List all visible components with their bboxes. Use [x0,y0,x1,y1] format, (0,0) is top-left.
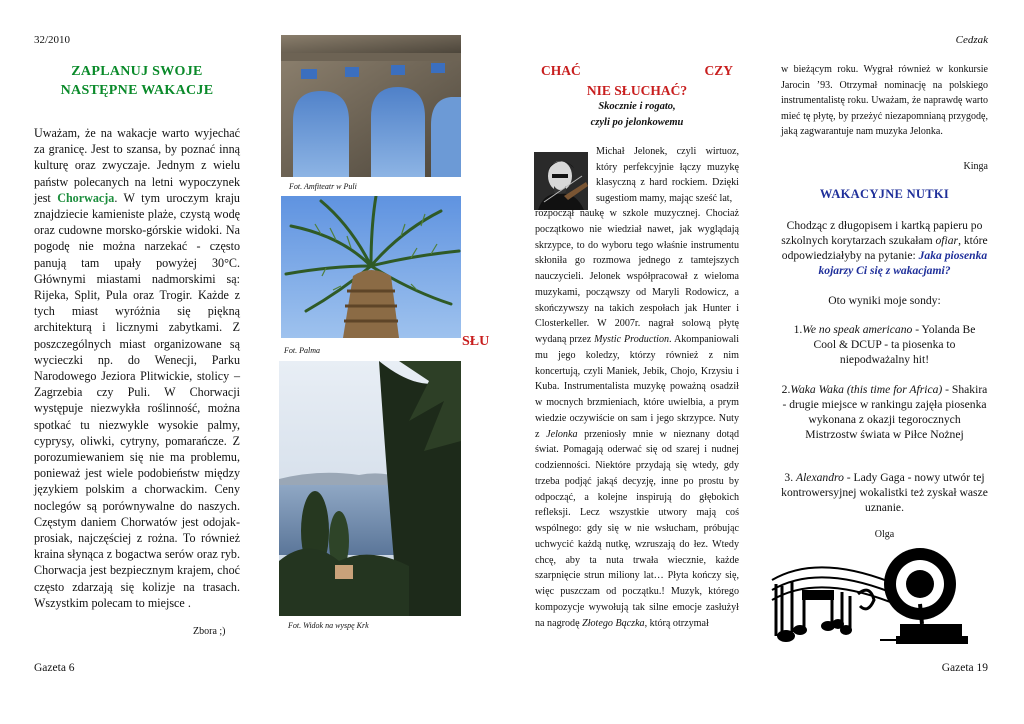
result-1-rest: - Yolanda Be Cool & DCUP - ta piosenka to niepodważalny hit! [813,323,976,366]
result-1-num: 1. [793,323,803,336]
result-2-num: 2. [781,383,791,396]
result-3-rest: - Lady Gaga - nowy utwór tej kontrowersyjnej wokalistki też zyskał wasze uznanie. [781,471,988,514]
fragment-text: SŁU [462,334,490,349]
amphitheatre-photo [281,35,461,177]
article2-p2: . Akompaniowali mu jego koledzy, którzy również z nim koncertują, czyli Maniek, Jebik, Chojo, Krzysiu i Kuba. Instrumentalista muzykę poważną osadził w mocnych brzmieniach, które uwielbia, a prym wiedzie oczywiście on sam i jego skrzypce. Nuty z [535,334,739,440]
page-number-left: Gazeta 6 [34,662,75,674]
article2-p4: , którą otrzymał [644,617,709,629]
article2-p1: rozpoczął naukę w szkole muzycznej. Chociaż początkowo nie wiedział nawet, jak wyglądają skrzypce, to do wyboru tego właśnie instrumentu skłoniła go rozmowa jednego z tamtejszych nauczycieli. Jelonek współpracował z wieloma muzykami, począwszy od Maryli Rodowicz, a skończywszy na takich zespołach jak Hunter i Closterkeller. W 2007r. nagrał solową płytę wydaną przez [535,208,739,345]
article1-text-after: . W tym uroczym kraju znajdziecie kamieniste plaże, czystą wodę oraz cudowne morsko-górskie widoki. Na pogodę nie można narzekać - często panują tam upały powyżej 30°C. Głównymi miastami nadmorskimi są: Rijeka, Split, Pula oraz Trogir. Każde z tych miast wyróżnia się piękną architekturą i licznymi zabytkami. Z poszczególnych miast organizowane są wycieczki np. do Wenecji, Parku Narodowego Jeziora Plitwickie, stolicy – Zagrzebia czy Puli. W Chorwacji występuje niezwykła roślinność, można spotkać tu niezwykle wysokie palmy, cyprysy, oliwki, cytryny, pomarańcze. Z porozumiewaniem się nie ma problemu, ponieważ jest wiele podobieństw między językiem polskim a chorwackim. Ceny noclegów są porównywalne do naszych. Częstym daniem Chorwatów jest odojak-prosiak, najczęściej z rożna. To również kraina słynąca z bogactwa serów oraz ryb. Chorwacja jest bezpiecznym krajem, choć często zdarzają się kolizje na trasach. Wszystkim polecam to miejsce . [34,190,240,610]
article2-title-a: CHAĆ [541,63,581,78]
article1-title-line1: ZAPLANUJ SWOJE [71,64,203,79]
jelonka-name: Jelonka [546,428,578,440]
article2-title-b: CZY [704,63,733,78]
ofiar-word: ofiar [935,234,959,247]
article1-signature: Zbora ;) [193,626,226,637]
article2-title-line1 [541,63,733,79]
photo3-caption: Fot. Widok na wyspę Krk [288,621,369,630]
gramophone-notes-icon [770,544,990,649]
result-2-rest: - Shakira - drugie miejsce w rankingu zajęła piosenka wykonana z okazji tegorocznych Mistrzostw świata w Piłce Nożnej [782,383,988,441]
results-intro: Oto wyniki moje sondy: [828,294,941,307]
article2-p3: przeniosły mnie w nieznany dotąd świat. Pomagają oderwać się od szarej i nudnej codzienności. Niektóre przydają się wtedy, gdy trzeba podjąć jakąś decyzję, inne po prostu by odpocząć, a kolejne inspirują do głębokich refleksji. Lecz wszystkie utwory mają coś wspólnego: gdy się w nie wsłucham, próbując uchwycić każdą nutkę, wzruszają do łez. Wtedy chcę, aby ta nuta trwała wiecznie, każde szarpnięcie strun miliony lat… Płyta kończy się, więc puszczam od początku.! Muzyk, którego kompozycje wywołują tak silne emocje zasłużył na nagrodę [535,428,739,629]
article2-subtitle-1: Skocznie i rogato, [598,101,676,112]
croatia-highlight: Chorwacja [57,190,115,205]
result-3-title: Alexandro [796,471,844,484]
issue-number: 32/2010 [34,34,71,46]
photo1-caption: Fot. Amfiteatr w Puli [289,182,357,191]
article3-title: WAKACYJNE NUTKI [819,187,950,201]
page-number-right: Gazeta 19 [941,662,988,674]
article2-title [541,63,733,99]
article2-signature: Kinga [963,161,988,172]
article3-signature: Olga [874,529,895,540]
top-author: Cedzak [955,34,988,46]
article2-body [535,206,739,631]
result-2 [781,382,988,442]
article1-title [34,62,240,100]
article1-body [34,125,240,611]
article3-intro [781,218,988,278]
zloty-baczek: Złotego Bączka [582,617,645,629]
result-3-num: 3. [784,471,796,484]
musician-photo [534,152,588,210]
result-2-title: Waka Waka (this time for Africa) [790,383,943,396]
article3-question: Jaka piosenka kojarzy Ci się z wakacjami? [818,249,988,277]
palm-photo [281,196,461,338]
article3-intro-before: Chodząc z długopisem i kartką papieru po szkolnych korytarzach szukałam [781,219,983,247]
result-1-title: We no speak americano [802,323,913,336]
krk-view-photo [279,361,461,616]
article2-title-c: NIE SŁUCHAĆ? [586,83,688,98]
article2-subtitle-2: czyli po jelonkowemu [590,117,684,128]
result-3 [781,470,988,515]
result-1 [781,322,988,367]
article2-intro: Michał Jelonek, czyli wirtuoz, który perfekcyjnie łączy muzykę klasyczną z hard rockiem. Dzięki sugestiom mamy, mając sześć lat, [596,146,739,204]
article1-text-before: Uważam, że na wakacje warto wyjechać za granicę. Jest to szansa, by poznać inną kulturę oraz zwyczaje. Jednym z wielu państw polecanych na letni wypoczynek jest [34,126,240,205]
mystic-production: Mystic Production [594,334,670,345]
article1-title-line2: NASTĘPNE WAKACJE [60,83,214,98]
photo2-caption: Fot. Palma [284,346,320,355]
article3-intro-mid: , które odpowiedziałyby na pytanie: [781,234,988,262]
article2-continuation: w bieżącym roku. Wygrał również w konkursie Jarocin ’93. Otrzymał nominację na polskiego instrumentalistę roku. Uważam, że naprawdę warto mieć tę płytę, by przeżyć niezapomnianą przygodę, jaką zagwarantuje nam muzyka Jelonka. [781,64,988,138]
article2-subtitle [541,99,733,131]
